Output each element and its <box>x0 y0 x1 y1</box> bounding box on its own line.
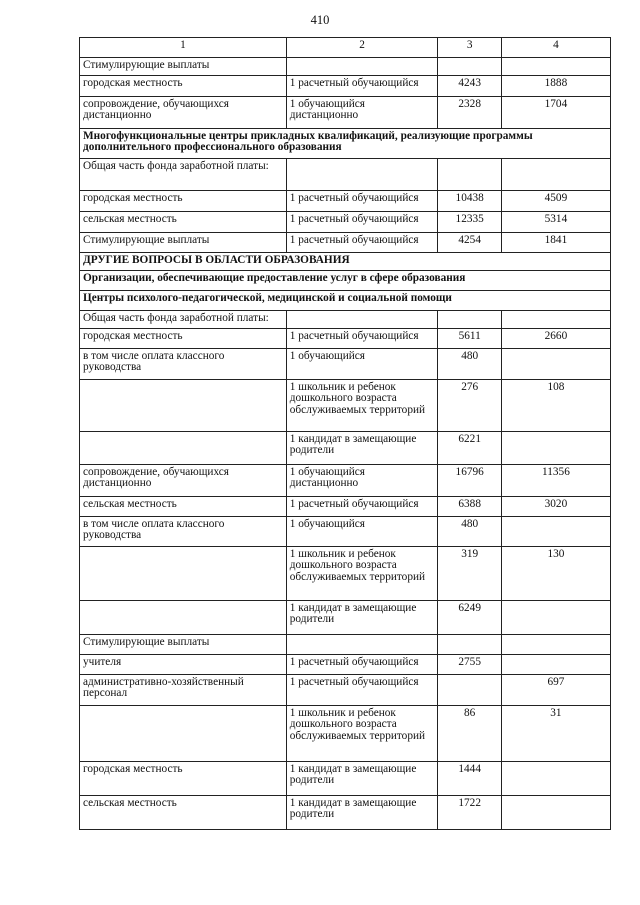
unit-cell: 1 обучающийся <box>286 516 438 546</box>
value-col4-cell: 1704 <box>501 96 610 128</box>
unit-cell: 1 расчетный обучающийся <box>286 328 438 348</box>
category-cell <box>80 705 287 761</box>
value-col4-cell <box>501 634 610 654</box>
value-col3-cell: 16796 <box>438 464 501 496</box>
value-col4-cell <box>501 654 610 674</box>
value-col3-cell <box>438 674 501 705</box>
value-col4-cell: 697 <box>501 674 610 705</box>
category-cell: Стимулирующие выплаты <box>80 232 287 252</box>
category-cell: Стимулирующие выплаты <box>80 58 287 76</box>
value-col4-cell: 11356 <box>501 464 610 496</box>
category-cell: Общая часть фонда заработной платы: <box>80 310 287 328</box>
value-col4-cell: 130 <box>501 546 610 600</box>
unit-cell <box>286 634 438 654</box>
value-col3-cell <box>438 310 501 328</box>
table-row <box>80 516 611 546</box>
category-cell: сельская местность <box>80 496 287 516</box>
unit-cell: 1 обучающийся дистанционно <box>286 96 438 128</box>
value-col3-cell <box>438 58 501 76</box>
unit-cell <box>286 158 438 190</box>
table-row <box>80 496 611 516</box>
value-col4-cell <box>501 600 610 634</box>
unit-cell: 1 кандидат в замещающие родители <box>286 600 438 634</box>
category-cell <box>80 600 287 634</box>
value-col4-cell: 3020 <box>501 496 610 516</box>
table-row <box>80 211 611 232</box>
value-col4-cell <box>501 516 610 546</box>
unit-cell: 1 обучающийся <box>286 348 438 379</box>
value-col3-cell <box>438 634 501 654</box>
value-col3-cell: 2755 <box>438 654 501 674</box>
unit-cell: 1 расчетный обучающийся <box>286 190 438 211</box>
category-cell: сельская местность <box>80 211 287 232</box>
value-col3-cell: 4243 <box>438 75 501 96</box>
value-col4-cell <box>501 431 610 464</box>
header-cell: 4 <box>501 38 610 58</box>
table-row <box>80 348 611 379</box>
unit-cell: 1 школьник и ребенок дошкольного возраста обслуживаемых территорий <box>286 379 438 431</box>
unit-cell: 1 школьник и ребенок дошкольного возраста обслуживаемых территорий <box>286 705 438 761</box>
value-col3-cell: 86 <box>438 705 501 761</box>
category-cell <box>80 431 287 464</box>
value-col4-cell <box>501 348 610 379</box>
value-col4-cell: 5314 <box>501 211 610 232</box>
section-heading: ДРУГИЕ ВОПРОСЫ В ОБЛАСТИ ОБРАЗОВАНИЯ <box>80 252 611 270</box>
category-cell <box>80 379 287 431</box>
table-row <box>80 674 611 705</box>
table-body <box>80 38 611 830</box>
table-row <box>80 379 611 431</box>
category-cell: сопровождение, обучающихся дистанционно <box>80 96 287 128</box>
norms-table <box>79 37 611 830</box>
value-col3-cell <box>438 158 501 190</box>
category-cell: Стимулирующие выплаты <box>80 634 287 654</box>
section-row <box>80 290 611 310</box>
category-cell: административно-хозяйственный персонал <box>80 674 287 705</box>
section-row <box>80 270 611 290</box>
table-row <box>80 546 611 600</box>
value-col3-cell: 10438 <box>438 190 501 211</box>
unit-cell: 1 школьник и ребенок дошкольного возраста обслуживаемых территорий <box>286 546 438 600</box>
value-col4-cell: 31 <box>501 705 610 761</box>
header-cell: 1 <box>80 38 287 58</box>
table-row <box>80 328 611 348</box>
section-row <box>80 252 611 270</box>
table-row <box>80 58 611 76</box>
value-col3-cell: 480 <box>438 348 501 379</box>
unit-cell: 1 расчетный обучающийся <box>286 232 438 252</box>
page-number: 410 <box>310 13 330 27</box>
value-col3-cell: 319 <box>438 546 501 600</box>
table-row <box>80 600 611 634</box>
value-col3-cell: 12335 <box>438 211 501 232</box>
unit-cell <box>286 58 438 76</box>
value-col3-cell: 5611 <box>438 328 501 348</box>
table-row <box>80 158 611 190</box>
table-row <box>80 75 611 96</box>
table-row <box>80 96 611 128</box>
table-row <box>80 464 611 496</box>
section-row <box>80 128 611 158</box>
unit-cell: 1 расчетный обучающийся <box>286 496 438 516</box>
value-col3-cell: 2328 <box>438 96 501 128</box>
unit-cell: 1 кандидат в замещающие родители <box>286 795 438 829</box>
unit-cell: 1 расчетный обучающийся <box>286 654 438 674</box>
header-cell: 3 <box>438 38 501 58</box>
section-heading: Организации, обеспечивающие предоставление услуг в сфере образования <box>80 270 611 290</box>
unit-cell: 1 расчетный обучающийся <box>286 211 438 232</box>
value-col4-cell: 1841 <box>501 232 610 252</box>
category-cell: сельская местность <box>80 795 287 829</box>
value-col3-cell: 6249 <box>438 600 501 634</box>
value-col4-cell <box>501 158 610 190</box>
table-row <box>80 232 611 252</box>
value-col3-cell: 276 <box>438 379 501 431</box>
value-col3-cell: 1722 <box>438 795 501 829</box>
category-cell: в том числе оплата классного руководства <box>80 516 287 546</box>
category-cell: городская местность <box>80 190 287 211</box>
table-row <box>80 310 611 328</box>
category-cell: городская местность <box>80 328 287 348</box>
table-row <box>80 431 611 464</box>
value-col4-cell <box>501 761 610 795</box>
value-col4-cell: 108 <box>501 379 610 431</box>
section-heading: Многофункциональные центры прикладных квалификаций, реализующие программы дополнительного профессионального образования <box>80 128 611 158</box>
value-col4-cell <box>501 310 610 328</box>
value-col4-cell: 1888 <box>501 75 610 96</box>
header-cell: 2 <box>286 38 438 58</box>
value-col3-cell: 1444 <box>438 761 501 795</box>
value-col4-cell <box>501 795 610 829</box>
value-col4-cell: 4509 <box>501 190 610 211</box>
category-cell: в том числе оплата классного руководства <box>80 348 287 379</box>
value-col3-cell: 4254 <box>438 232 501 252</box>
table-row <box>80 705 611 761</box>
category-cell: городская местность <box>80 75 287 96</box>
unit-cell <box>286 310 438 328</box>
category-cell: учителя <box>80 654 287 674</box>
table-header-row <box>80 38 611 58</box>
value-col3-cell: 6388 <box>438 496 501 516</box>
value-col4-cell <box>501 58 610 76</box>
value-col4-cell: 2660 <box>501 328 610 348</box>
section-heading: Центры психолого-педагогической, медицинской и социальной помощи <box>80 290 611 310</box>
value-col3-cell: 6221 <box>438 431 501 464</box>
unit-cell: 1 расчетный обучающийся <box>286 674 438 705</box>
table-row <box>80 634 611 654</box>
category-cell: сопровождение, обучающихся дистанционно <box>80 464 287 496</box>
unit-cell: 1 кандидат в замещающие родители <box>286 761 438 795</box>
table-row <box>80 654 611 674</box>
table-row <box>80 795 611 829</box>
category-cell: Общая часть фонда заработной платы: <box>80 158 287 190</box>
unit-cell: 1 расчетный обучающийся <box>286 75 438 96</box>
value-col3-cell: 480 <box>438 516 501 546</box>
table-row <box>80 761 611 795</box>
unit-cell: 1 кандидат в замещающие родители <box>286 431 438 464</box>
category-cell <box>80 546 287 600</box>
table-row <box>80 190 611 211</box>
category-cell: городская местность <box>80 761 287 795</box>
unit-cell: 1 обучающийся дистанционно <box>286 464 438 496</box>
